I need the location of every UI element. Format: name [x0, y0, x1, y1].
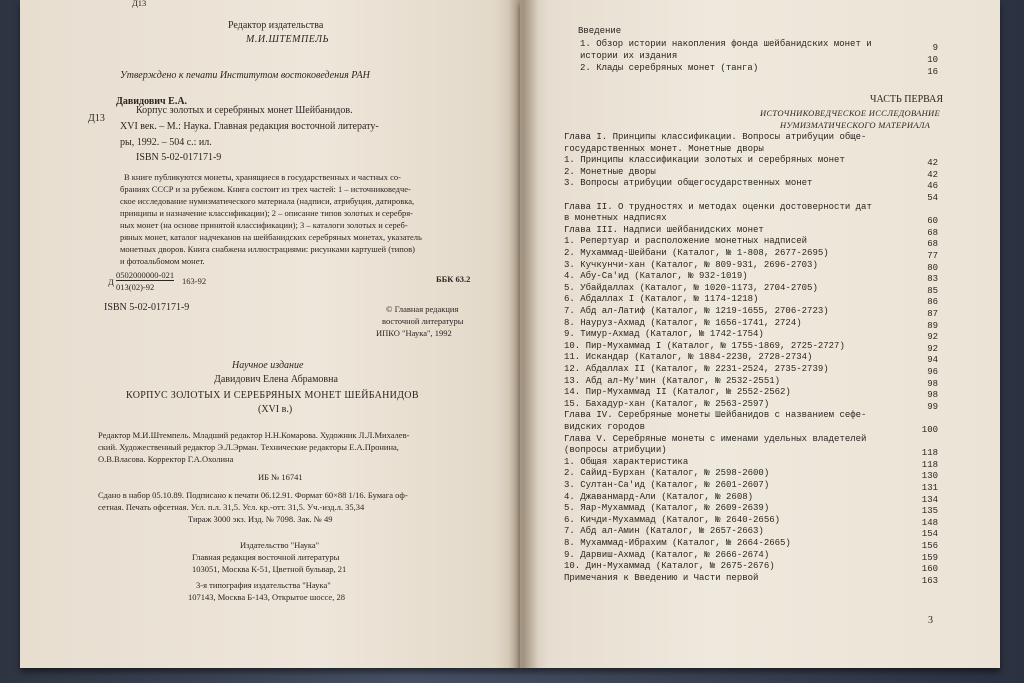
index-code-prefix: Д [108, 277, 114, 287]
toc-entry: 12. Абдаллах II (Каталог, № 2231-2524, 2735-2739) [564, 364, 829, 374]
century: (XVI в.) [258, 404, 293, 415]
toc-page-number: 68 [927, 239, 938, 250]
index-code-suffix: 163-92 [182, 276, 207, 286]
part-one-heading: ЧАСТЬ ПЕРВАЯ [870, 94, 944, 105]
credits-line: Редактор М.И.Штемпель. Младший редактор Н.Н.Комарова. Художник Л.Л.Михалев- [98, 430, 410, 440]
editor-heading: Редактор издательства [228, 20, 324, 31]
print-info-line: Тираж 3000 экз. Изд. № 7098. Зак. № 49 [188, 514, 333, 524]
toc-entry: 3. Вопросы атрибуции общегосударственных монет [564, 178, 813, 189]
toc-entry: 1. Репертуар и расположение монетных надписей [564, 236, 808, 247]
abstract-line: принципы и назначение классификации); 2 – описание типов золотых и серебря- [120, 208, 414, 218]
toc-entry: 7. Абд ал-Латиф (Каталог, № 1219-1655, 2706-2723) [564, 306, 829, 316]
title-line-1: Корпус золотых и серебряных монет Шейбанидов. [136, 105, 353, 116]
toc-page-number: 92 [927, 343, 938, 354]
toc-page-number: 135 [921, 506, 938, 517]
book-gutter [508, 0, 538, 668]
toc-page-number: 42 [927, 158, 938, 169]
toc-entry: 8. Науруз-Ахмад (Каталог, № 1656-1741, 2724) [564, 317, 802, 328]
abstract-line: и фотоальбомом монет. [120, 256, 205, 266]
credits-line: О.В.Власова. Корректор Г.А.Охолина [98, 454, 234, 464]
toc-entry: государственных монет. Монетные дворы [564, 143, 764, 154]
toc-entry: Глава II. О трудностях и методах оценки достоверности дат [564, 201, 872, 212]
toc-page-number: 98 [927, 378, 938, 389]
abstract-line: монетных дворов. Книга снабжена иллюстрациями: рисунками картушей (типов) [120, 244, 415, 254]
toc-page-number: 54 [927, 193, 938, 203]
author-line: Давидович Е.А. [116, 96, 188, 107]
publication-type: Научное издание [232, 360, 304, 371]
toc-entry: Глава III. Надписи шейбанидских монет [564, 224, 764, 235]
toc-entry: 4. Джаванмард-Али (Каталог, № 2608) [564, 491, 754, 502]
print-info-line: Сдано в набор 05.10.89. Подписано к печати 06.12.91. Формат 60×88 1/16. Бумага оф- [98, 490, 408, 500]
toc-page-number: 163 [921, 575, 938, 586]
copyright-line: ИПКО "Наука", 1992 [376, 328, 452, 338]
toc-page-number: 100 [921, 425, 938, 435]
toc-page-number: 118 [921, 448, 938, 459]
toc-page-number: 46 [927, 181, 938, 192]
credits-line: ский. Художественный редактор Э.Л.Эрман. Технические редакторы Е.А.Пронина, [98, 442, 399, 452]
toc-entry: Глава I. Принципы классификации. Вопросы атрибуции обще- [564, 132, 867, 142]
toc-entry: Глава V. Серебряные монеты с именами удельных владетелей [564, 433, 867, 444]
toc-entry: 9. Дарвиш-Ахмад (Каталог, № 2666-2674) [564, 549, 770, 560]
copyright-line: восточной литературы [382, 316, 464, 326]
abstract-line: браниях СССР и за рубежом. Книга состоит из трех частей: 1 – источниковедче- [120, 184, 411, 194]
publisher-line: Издательство "Наука" [240, 540, 320, 550]
toc-entry: 10. Дин-Мухаммад (Каталог, № 2675-2676) [564, 561, 775, 572]
toc-page-number: 159 [921, 552, 938, 563]
toc-page-number: 160 [921, 564, 938, 575]
toc-entry: 1. Общая характеристика [564, 456, 689, 467]
toc-page-number: 118 [921, 459, 938, 470]
toc-page-number: 10 [927, 55, 938, 65]
toc-page-number: 86 [927, 297, 938, 308]
title-line-3: ры, 1992. – 504 с.: ил. [120, 137, 212, 148]
toc-page-number: 92 [927, 332, 938, 343]
toc-entry: истории их издания [580, 51, 678, 61]
toc-entry: 6. Абдаллах I (Каталог, № 1174-1218) [564, 294, 759, 305]
copyright-line: © Главная редакция [386, 304, 459, 314]
abstract-line: В книге публикуются монеты, хранящиеся в государственных и частных со- [124, 172, 401, 182]
toc-entry: 9. Тимур-Ахмад (Каталог, № 1742-1754) [564, 329, 764, 340]
publisher-line: Главная редакция восточной литературы [192, 552, 340, 562]
toc-page-number: 148 [921, 517, 938, 528]
ib-number: ИБ № 16741 [258, 472, 303, 482]
editor-name: М.И.ШТЕМПЕЛЬ [246, 34, 329, 45]
toc-entry: 3. Султан-Са'ид (Каталог, № 2601-2607) [564, 480, 770, 490]
toc-entry: 8. Мухаммад-Ибрахим (Каталог, № 2664-2665) [564, 538, 791, 548]
toc-page-number: 94 [927, 355, 938, 366]
toc-page-number: 131 [921, 483, 938, 493]
print-info-line: сетная. Печать офсетная. Усл. п.л. 31,5. Усл. кр.-отт. 31,5. Уч.-изд.л. 35,34 [98, 502, 365, 512]
abstract-line: ряных монет, каталог надчеканов на шейбанидских серебряных монетах, указатель [120, 232, 422, 242]
page-number: 3 [928, 615, 933, 626]
toc-entry: 7. Абд ал-Амин (Каталог, № 2657-2663) [564, 526, 764, 537]
toc-entry: 2. Сайид-Бурхан (Каталог, № 2598-2600) [564, 468, 770, 479]
part-one-title-line: ИСТОЧНИКОВЕДЧЕСКОЕ ИССЛЕДОВАНИЕ [760, 108, 940, 118]
toc-page-number: 89 [927, 320, 938, 331]
toc-entry: 5. Яар-Мухаммад (Каталог, № 2609-2639) [564, 503, 770, 514]
right-page [520, 0, 1000, 668]
toc-page-number: 9 [932, 43, 938, 53]
toc-page-number: 68 [927, 227, 938, 238]
toc-entry: 4. Абу-Са'ид (Каталог, № 932-1019) [564, 271, 748, 282]
bbk-code: ББК 63.2 [436, 274, 471, 284]
abstract-line: ных монет (на основе принятой классификации); 3 – каталоги золотых и сереб- [120, 220, 408, 230]
toc-page-number: 98 [927, 390, 938, 401]
toc-entry: видских городов [564, 422, 646, 432]
toc-entry: 3. Кучкунчи-хан (Каталог, № 809-931, 2696-2703) [564, 259, 818, 270]
toc-entry: 10. Пир-Мухаммад I (Каталог, № 1755-1869, 2725-2727) [564, 340, 845, 351]
catalog-code: Д13 [88, 113, 105, 124]
toc-entry: 6. Кичди-Мухаммад (Каталог, № 2640-2656) [564, 514, 781, 525]
toc-entry: в монетных надписях [564, 213, 667, 224]
index-code-top: 0502000000-021 [116, 270, 175, 280]
toc-entry: 11. Искандар (Каталог, № 1884-2230, 2728-2734) [564, 352, 813, 363]
toc-entry: 13. Абд ал-Му'мин (Каталог, № 2532-2551) [564, 375, 781, 386]
toc-entry: 5. Убайдаллах (Каталог, № 1020-1173, 2704-2705) [564, 282, 818, 293]
printer-line: 107143, Москва Б-143, Открытое шоссе, 28 [188, 592, 345, 602]
publisher-line: 103051, Москва К-51, Цветной бульвар, 21 [192, 564, 347, 574]
abstract-line: ское исследование нумизматического материала (надписи, атрибуция, датировка, [120, 196, 415, 206]
title-line-2: XVI век. – М.: Наука. Главная редакция восточной литерату- [120, 121, 379, 132]
intro-heading: Введение [578, 26, 622, 36]
page-marker: Д13 [132, 0, 147, 8]
toc-entry: 1. Обзор истории накопления фонда шейбанидских монет и [580, 39, 872, 49]
part-one-title-line: НУМИЗМАТИЧЕСКОГО МАТЕРИАЛА [780, 120, 931, 130]
toc-page-number: 60 [927, 216, 938, 227]
toc-page-number: 85 [927, 285, 938, 296]
full-title: КОРПУС ЗОЛОТЫХ И СЕРЕБРЯНЫХ МОНЕТ ШЕЙБАНИДОВ [126, 390, 419, 401]
toc-entry: Глава IV. Серебряные монеты Шейбанидов с названием сефе- [564, 410, 867, 421]
toc-entry: (вопросы атрибуции) [564, 445, 667, 456]
toc-entry: 2. Клады серебряных монет (танга) [580, 63, 759, 73]
toc-page-number: 87 [927, 309, 938, 319]
approval-line: Утверждено к печати Институтом востоковедения РАН [120, 70, 370, 81]
toc-page-number: 77 [927, 251, 938, 261]
toc-entry: 2. Монетные дворы [564, 166, 656, 177]
toc-entry: 15. Бахадур-хан (Каталог, № 2563-2597) [564, 398, 770, 409]
index-code-bottom: 013(02)-92 [116, 282, 155, 292]
toc-page-number: 16 [927, 67, 938, 77]
printer-line: 3-я типография издательства "Наука" [196, 580, 331, 590]
toc-page-number: 154 [921, 529, 938, 540]
toc-entry: 14. Пир-Мухаммад II (Каталог, № 2552-2562) [564, 387, 791, 398]
toc-entry: 1. Принципы классификации золотых и серебряных монет [564, 155, 845, 166]
isbn-top: ISBN 5-02-017171-9 [136, 152, 222, 163]
toc-page-number: 83 [927, 274, 938, 285]
toc-page-number: 134 [921, 494, 938, 505]
full-author: Давидович Елена Абрамовна [214, 374, 338, 385]
toc-entry: 2. Мухаммад-Шейбани (Каталог, № 1-808, 2677-2695) [564, 248, 829, 258]
toc-page-number: 42 [927, 169, 938, 180]
toc-page-number: 99 [927, 401, 938, 412]
toc-page-number: 130 [921, 471, 938, 482]
isbn-bottom: ISBN 5-02-017171-9 [104, 302, 190, 313]
left-page [20, 0, 520, 668]
toc-page-number: 80 [927, 262, 938, 273]
toc-entry: Примечания к Введению и Части первой [564, 572, 759, 583]
toc-page-number: 96 [927, 367, 938, 377]
toc-page-number: 156 [921, 541, 938, 551]
